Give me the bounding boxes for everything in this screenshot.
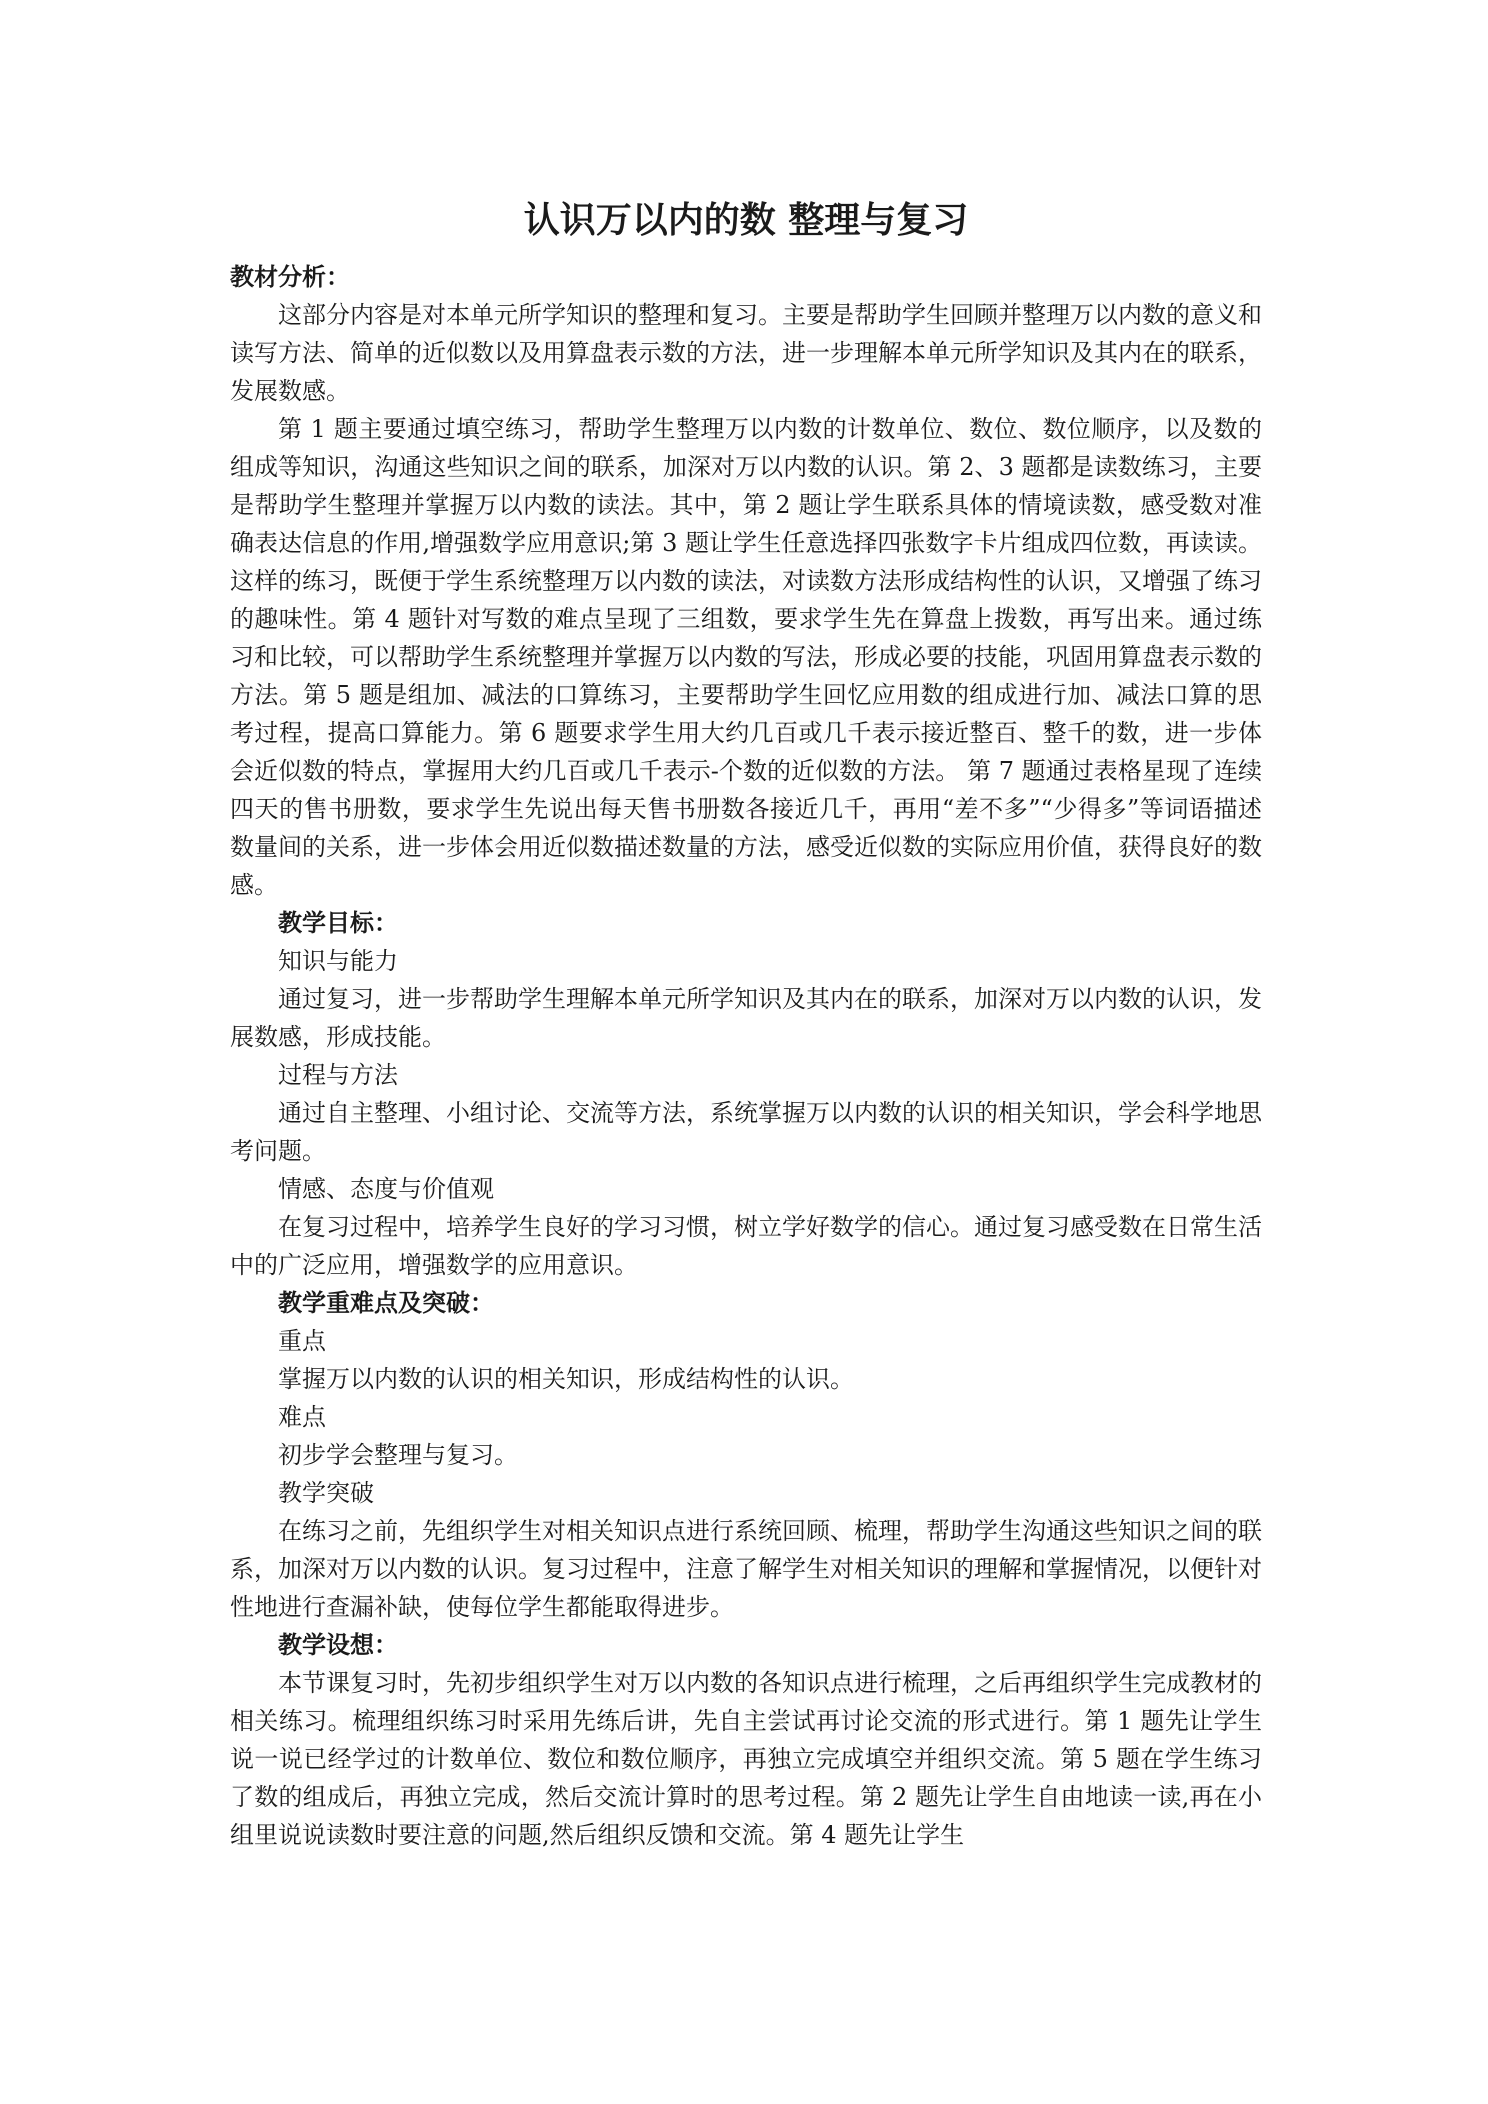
subheading: 教学突破 — [278, 1479, 374, 1507]
subheading: 难点 — [278, 1403, 326, 1431]
section-heading-textbook-analysis: 教材分析： — [230, 263, 350, 291]
section-heading-teaching-plan: 教学设想： — [278, 1631, 398, 1659]
paragraph: 第 1 题主要通过填空练习，帮助学生整理万以内数的计数单位、数位、数位顺序，以及数的组成等知识，沟通这些知识之间的联系，加深对万以内数的认识。第 2、3 题都是读数练习，主要是帮助学生整理并掌握万以内数的读法。其中，第 2 题让学生联系具体的情境读数，感受数对准确表达信息的作用,增强数学应用意识;第 3 题让学生任意选择四张数字卡片组成四位数，再读读。这样的练习，既便于学生系统整理万以内数的读法，对读数方法形成结构性的认识，又增强了练习的趣味性。第 4 题针对写数的难点呈现了三组数，要求学生先在算盘上拨数，再写出来。通过练习和比较，可以帮助学生系统整理并掌握万以内数的写法，形成必要的技能，巩固用算盘表示数的方法。第 5 题是组加、减法的口算练习，主要帮助学生回忆应用数的组成进行加、减法口算的思考过程，提高口算能力。第 6 题要求学生用大约几百或几千表示接近整百、整千的数，进一步体会近似数的特点，掌握用大约几百或几千表示-个数的近似数的方法。 第 7 题通过表格星现了连续四天的售书册数，要求学生先说出每天售书册数各接近几千，再用“差不多”“少得多”等词语描述数量间的关系，进一步体会用近似数描述数量的方法，感受近似数的实际应用价值，获得良好的数感。 — [230, 415, 1262, 899]
section-heading-teaching-goals: 教学目标： — [278, 909, 398, 937]
paragraph: 掌握万以内数的认识的相关知识，形成结构性的认识。 — [278, 1365, 854, 1393]
paragraph: 在练习之前，先组织学生对相关知识点进行系统回顾、梳理，帮助学生沟通这些知识之间的联系，加深对万以内数的认识。复习过程中，注意了解学生对相关知识的理解和掌握情况，以便针对性地进行查漏补缺，使每位学生都能取得进步。 — [230, 1517, 1262, 1621]
paragraph: 本节课复习时，先初步组织学生对万以内数的各知识点进行梳理，之后再组织学生完成教材的相关练习。梳理组织练习时采用先练后讲，先自主尝试再讨论交流的形式进行。第 1 题先让学生说一说已经学过的计数单位、数位和数位顺序，再独立完成填空并组织交流。第 5 题在学生练习了数的组成后，再独立完成，然后交流计算时的思考过程。第 2 题先让学生自由地读一读,再在小组里说说读数时要注意的问题,然后组织反馈和交流。第 4 题先让学生 — [230, 1669, 1262, 1849]
section-heading-key-points: 教学重难点及突破： — [278, 1289, 494, 1317]
paragraph: 这部分内容是对本单元所学知识的整理和复习。主要是帮助学生回顾并整理万以内数的意义和读写方法、简单的近似数以及用算盘表示数的方法，进一步理解本单元所学知识及其内在的联系，发展数感。 — [230, 301, 1262, 405]
document-page — [230, 196, 1262, 1854]
subheading: 情感、态度与价值观 — [278, 1175, 494, 1203]
paragraph: 通过复习，进一步帮助学生理解本单元所学知识及其内在的联系，加深对万以内数的认识，发展数感，形成技能。 — [230, 985, 1262, 1051]
document-title: 认识万以内的数 整理与复习 — [523, 200, 969, 241]
paragraph: 在复习过程中，培养学生良好的学习习惯，树立学好数学的信心。通过复习感受数在日常生活中的广泛应用，增强数学的应用意识。 — [230, 1213, 1262, 1279]
paragraph: 通过自主整理、小组讨论、交流等方法，系统掌握万以内数的认识的相关知识，学会科学地思考问题。 — [230, 1099, 1262, 1165]
paragraph: 初步学会整理与复习。 — [278, 1441, 518, 1469]
subheading: 过程与方法 — [278, 1061, 398, 1089]
subheading: 知识与能力 — [278, 947, 398, 975]
subheading: 重点 — [278, 1327, 326, 1355]
